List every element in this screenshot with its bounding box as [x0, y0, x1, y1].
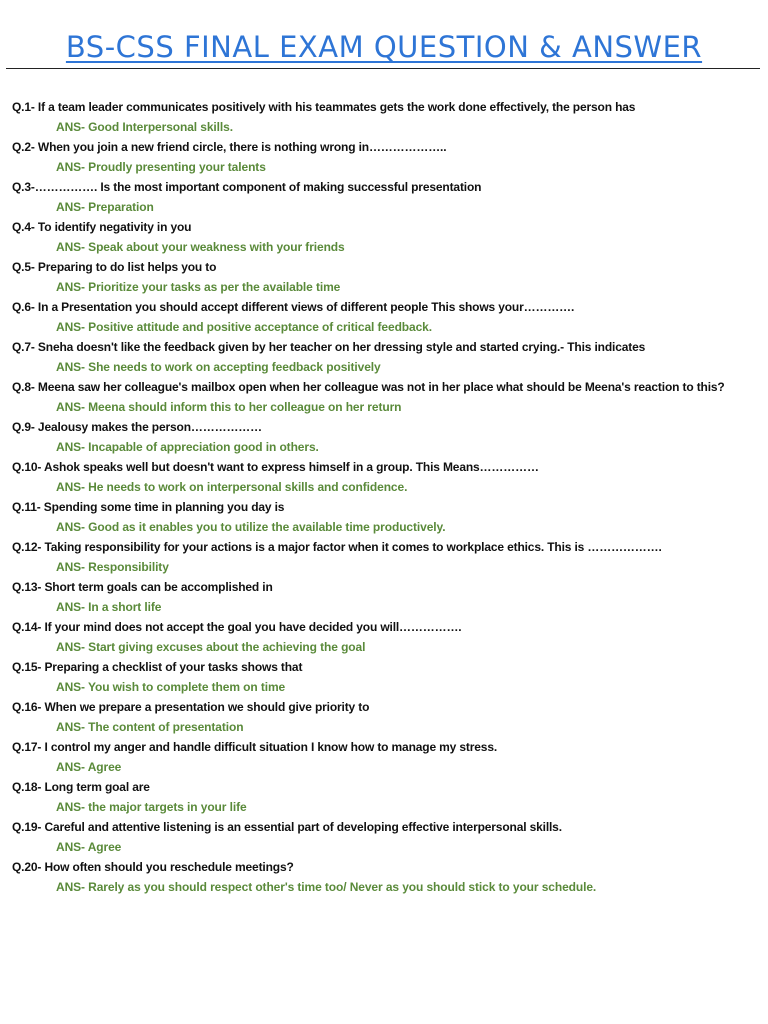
- question-text: Q.19- Careful and attentive listening is an essential part of developing effective interpersonal skills.: [12, 820, 562, 834]
- qa-item: [12, 297, 762, 337]
- question-text: Q.17- I control my anger and handle difficult situation I know how to manage my stress.: [12, 740, 498, 754]
- answer-text: ANS- Preparation: [56, 200, 154, 214]
- question-answer-list: [12, 97, 762, 897]
- answer-text: ANS- Good Interpersonal skills.: [56, 120, 233, 134]
- question-text: Q.1- If a team leader communicates positively with his teammates gets the work done effectively, the person has: [12, 100, 636, 114]
- qa-item: [12, 217, 762, 257]
- question-text: Q.10- Ashok speaks well but doesn't want to express himself in a group. This Means……………: [12, 460, 539, 474]
- answer-text: ANS- Meena should inform this to her colleague on her return: [56, 400, 402, 414]
- answer-text: ANS- Agree: [56, 760, 122, 774]
- question-text: Q.9- Jealousy makes the person………………: [12, 420, 263, 434]
- page-title: BS-CSS FINAL EXAM QUESTION & ANSWER: [65, 30, 703, 64]
- answer-text: ANS- Good as it enables you to utilize the available time productively.: [56, 520, 446, 534]
- qa-item: [12, 577, 762, 617]
- title-divider: [6, 68, 760, 69]
- qa-item: [12, 537, 762, 577]
- qa-item: [12, 777, 762, 817]
- question-text: Q.13- Short term goals can be accomplished in: [12, 580, 273, 594]
- answer-text: ANS- He needs to work on interpersonal skills and confidence.: [56, 480, 408, 494]
- question-text: Q.3-……………. Is the most important component of making successful presentation: [12, 180, 482, 194]
- qa-item: [12, 617, 762, 657]
- question-text: Q.14- If your mind does not accept the goal you have decided you will…………….: [12, 620, 462, 634]
- answer-text: ANS- Incapable of appreciation good in others.: [56, 440, 319, 454]
- question-text: Q.20- How often should you reschedule meetings?: [12, 860, 294, 874]
- question-text: Q.12- Taking responsibility for your actions is a major factor when it comes to workplace ethics. This is ……………….: [12, 540, 662, 554]
- qa-item: [12, 377, 762, 417]
- qa-item: [12, 257, 762, 297]
- answer-text: ANS- Agree: [56, 840, 122, 854]
- question-text: Q.4- To identify negativity in you: [12, 220, 192, 234]
- answer-text: ANS- Rarely as you should respect other's time too/ Never as you should stick to your schedule.: [56, 880, 597, 894]
- answer-text: ANS- Proudly presenting your talents: [56, 160, 266, 174]
- answer-text: ANS- In a short life: [56, 600, 162, 614]
- answer-text: ANS- Speak about your weakness with your friends: [56, 240, 345, 254]
- question-text: Q.2- When you join a new friend circle, there is nothing wrong in………………..: [12, 140, 447, 154]
- qa-item: [12, 817, 762, 857]
- qa-item: [12, 177, 762, 217]
- qa-item: [12, 657, 762, 697]
- answer-text: ANS- You wish to complete them on time: [56, 680, 286, 694]
- question-text: Q.7- Sneha doesn't like the feedback given by her teacher on her dressing style and started crying.- This indicates: [12, 340, 646, 354]
- question-text: Q.15- Preparing a checklist of your tasks shows that: [12, 660, 303, 674]
- answer-text: ANS- the major targets in your life: [56, 800, 247, 814]
- qa-item: [12, 137, 762, 177]
- answer-text: ANS- Prioritize your tasks as per the available time: [56, 280, 341, 294]
- question-text: Q.16- When we prepare a presentation we should give priority to: [12, 700, 370, 714]
- qa-item: [12, 97, 762, 137]
- qa-item: [12, 417, 762, 457]
- answer-text: ANS- The content of presentation: [56, 720, 244, 734]
- qa-item: [12, 497, 762, 537]
- qa-item: [12, 857, 762, 897]
- answer-text: ANS- She needs to work on accepting feedback positively: [56, 360, 381, 374]
- question-text: Q.6- In a Presentation you should accept different views of different people This shows your………….: [12, 300, 575, 314]
- question-text: Q.18- Long term goal are: [12, 780, 150, 794]
- answer-text: ANS- Positive attitude and positive acceptance of critical feedback.: [56, 320, 432, 334]
- qa-item: [12, 337, 762, 377]
- question-text: Q.8- Meena saw her colleague's mailbox open when her colleague was not in her place what should be Meena's reaction to this?: [12, 380, 725, 394]
- question-text: Q.11- Spending some time in planning you day is: [12, 500, 285, 514]
- qa-item: [12, 697, 762, 737]
- qa-item: [12, 457, 762, 497]
- answer-text: ANS- Responsibility: [56, 560, 169, 574]
- qa-item: [12, 737, 762, 777]
- answer-text: ANS- Start giving excuses about the achieving the goal: [56, 640, 366, 654]
- question-text: Q.5- Preparing to do list helps you to: [12, 260, 217, 274]
